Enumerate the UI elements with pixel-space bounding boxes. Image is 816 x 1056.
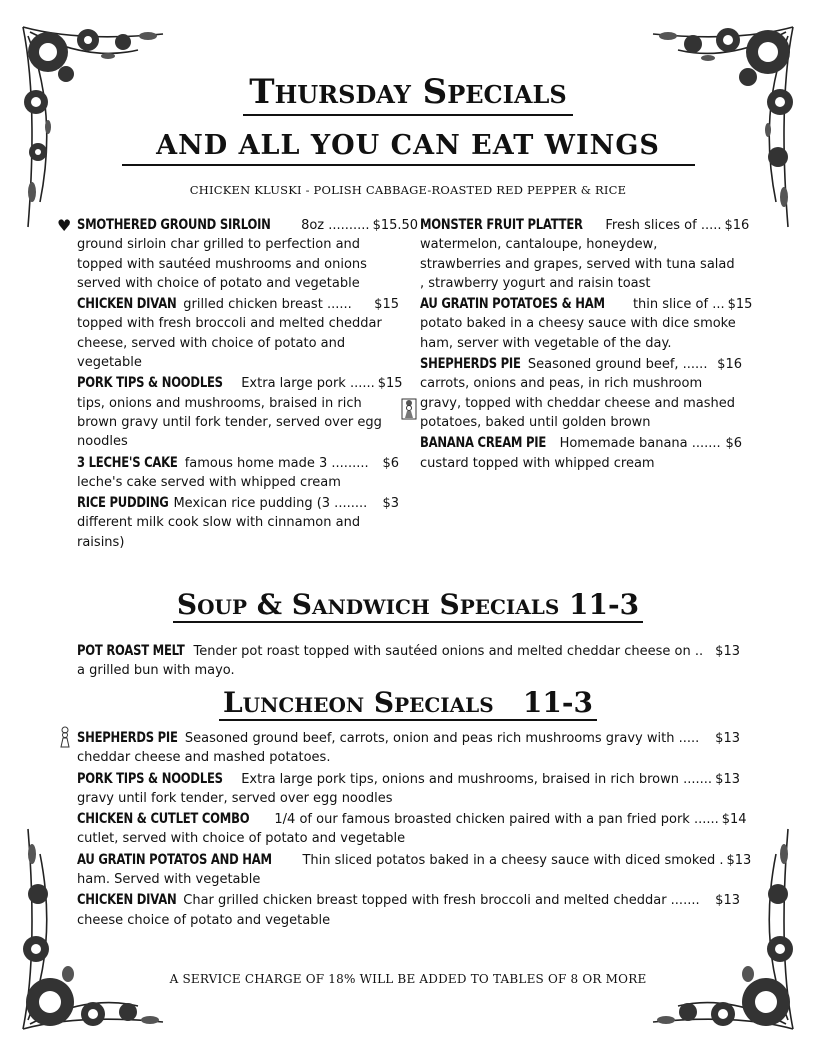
soup-sandwich-heading: Soup & Sandwich Specials 11-3 xyxy=(0,588,816,621)
item-desc: cheese choice of potato and vegetable xyxy=(77,912,331,928)
item-desc: Thin sliced potatos baked in a cheesy sauce with diced smoked . xyxy=(302,852,724,868)
menu-item xyxy=(77,770,740,809)
item-desc: Seasoned ground beef, carrots, onion and peas rich mushrooms gravy with ..... xyxy=(184,731,700,746)
item-name: SHEPHERDS PIE xyxy=(77,730,178,746)
menu-item xyxy=(77,729,740,768)
menu-item xyxy=(77,295,399,372)
item-desc: potato baked in a cheesy sauce with dice smoke ham, server with vegetable of the day. xyxy=(420,316,736,351)
menu-item xyxy=(420,295,753,353)
menu-item xyxy=(77,216,419,293)
service-charge-note: A SERVICE CHARGE OF 18% WILL BE ADDED TO TABLES OF 8 OR MORE xyxy=(169,972,647,986)
item-price: $15 xyxy=(374,297,399,313)
item-name: CHICKEN DIVAN xyxy=(77,296,177,313)
item-name: CHICKEN & CUTLET COMBO xyxy=(77,811,250,828)
item-desc: grilled chicken breast ...... xyxy=(183,297,352,313)
item-name: CHICKEN DIVAN xyxy=(77,892,177,909)
item-name: BANANA CREAM PIE xyxy=(420,435,547,452)
menu-item xyxy=(77,494,399,552)
floral-corner-top-right xyxy=(648,22,798,232)
soup-sandwich-list xyxy=(77,642,740,683)
menu-item xyxy=(77,810,747,849)
sides-line: CHICKEN KLUSKI - POLISH CABBAGE-ROASTED RED PEPPER & RICE xyxy=(189,183,627,197)
item-price: $6 xyxy=(382,455,399,471)
subtitle-underline xyxy=(122,164,695,166)
item-name: SMOTHERED GROUND SIRLOIN xyxy=(77,217,271,233)
item-price: $15.50 xyxy=(372,218,419,233)
item-price: $16 xyxy=(724,218,750,233)
item-desc: gravy until fork tender, served over egg noodles xyxy=(77,790,393,806)
menu-item xyxy=(420,355,742,432)
item-desc: 8oz .......... xyxy=(301,218,370,233)
menu-item xyxy=(420,434,742,473)
chef-icon xyxy=(58,726,72,748)
item-desc: thin slice of ... xyxy=(632,297,725,313)
item-price: $14 xyxy=(721,812,747,828)
item-desc: Char grilled chicken breast topped with fresh broccoli and melted cheddar ....... xyxy=(183,893,700,909)
item-name: SHEPHERDS PIE xyxy=(420,356,521,373)
floral-corner-top-left xyxy=(18,22,168,232)
item-name: AU GRATIN POTATOES & HAM xyxy=(420,296,605,313)
item-name: MONSTER FRUIT PLATTER xyxy=(420,217,583,233)
item-desc: cutlet, served with choice of potato and vegetable xyxy=(77,831,406,847)
item-name: RICE PUDDING xyxy=(77,495,169,512)
item-price: $3 xyxy=(382,496,399,512)
item-desc: watermelon, cantaloupe, honeydew, strawberries and grapes, served with tuna salad , strawberry yogurt and raisin toast xyxy=(420,237,735,291)
item-desc: Tender pot roast topped with sautéed onions and melted cheddar cheese on .. xyxy=(193,644,704,659)
luncheon-heading: Luncheon Specials 11-3 xyxy=(0,686,816,719)
item-desc: a grilled bun with mayo. xyxy=(77,663,235,679)
item-desc: different milk cook slow with cinnamon and raisins) xyxy=(77,515,361,550)
item-desc: ground sirloin char grilled to perfection and topped with sautéed mushrooms and onions served with choice of potato and vegetable xyxy=(77,237,367,291)
item-desc: topped with fresh broccoli and melted cheddar cheese, served with choice of potato and vegetable xyxy=(77,316,382,371)
item-name: AU GRATIN POTATOS AND HAM xyxy=(77,851,272,868)
specials-left-column xyxy=(77,216,419,554)
item-name: 3 LECHE'S CAKE xyxy=(77,454,178,471)
item-desc: famous home made 3 ......... xyxy=(184,455,369,471)
menu-item xyxy=(420,216,750,293)
item-price: $13 xyxy=(715,893,740,909)
item-desc: carrots, onions and peas, in rich mushroom gravy, topped with cheddar cheese and mashed potatoes, baked until golden brown xyxy=(420,376,735,430)
menu-item xyxy=(77,891,740,930)
item-desc: 1/4 of our famous broasted chicken paired with a pan fried pork ...... xyxy=(274,812,719,828)
item-price: $13 xyxy=(715,644,740,659)
menu-item xyxy=(77,374,403,451)
page-title: Thursday Specials xyxy=(0,72,816,112)
specials-right-column xyxy=(420,216,753,475)
item-desc: Mexican rice pudding (3 ........ xyxy=(173,496,368,512)
item-name: PORK TIPS & NOODLES xyxy=(77,770,223,787)
heart-icon: ♥ xyxy=(57,216,72,235)
item-desc: leche's cake served with whipped cream xyxy=(77,474,341,490)
item-price: $15 xyxy=(377,376,403,392)
menu-item xyxy=(77,642,740,681)
menu-item xyxy=(77,454,399,493)
item-price: $13 xyxy=(726,852,752,868)
item-desc: Extra large pork tips, onions and mushrooms, braised in rich brown ....... xyxy=(241,771,713,787)
item-desc: Extra large pork ...... xyxy=(241,376,375,392)
item-desc: Seasoned ground beef, ...... xyxy=(527,357,708,373)
item-price: $15 xyxy=(727,297,753,313)
item-name: PORK TIPS & NOODLES xyxy=(77,375,223,392)
item-desc: ham. Served with vegetable xyxy=(77,872,261,888)
luncheon-list xyxy=(77,729,752,932)
item-desc: custard topped with whipped cream xyxy=(420,455,655,471)
item-name: POT ROAST MELT xyxy=(77,643,185,659)
item-desc: tips, onions and mushrooms, braised in rich brown gravy until fork tender, served over egg noodles xyxy=(77,395,382,450)
item-price: $16 xyxy=(717,357,742,373)
item-desc: cheddar cheese and mashed potatoes. xyxy=(77,750,331,766)
item-price: $13 xyxy=(715,771,740,787)
menu-item xyxy=(77,851,752,890)
item-price: $6 xyxy=(725,436,742,452)
item-desc: Fresh slices of ..... xyxy=(605,218,722,233)
chef-icon xyxy=(401,398,417,420)
item-desc: Homemade banana ....... xyxy=(559,436,721,452)
page-subtitle: AND ALL YOU CAN EAT WINGS xyxy=(156,130,660,161)
item-price: $13 xyxy=(715,731,740,746)
